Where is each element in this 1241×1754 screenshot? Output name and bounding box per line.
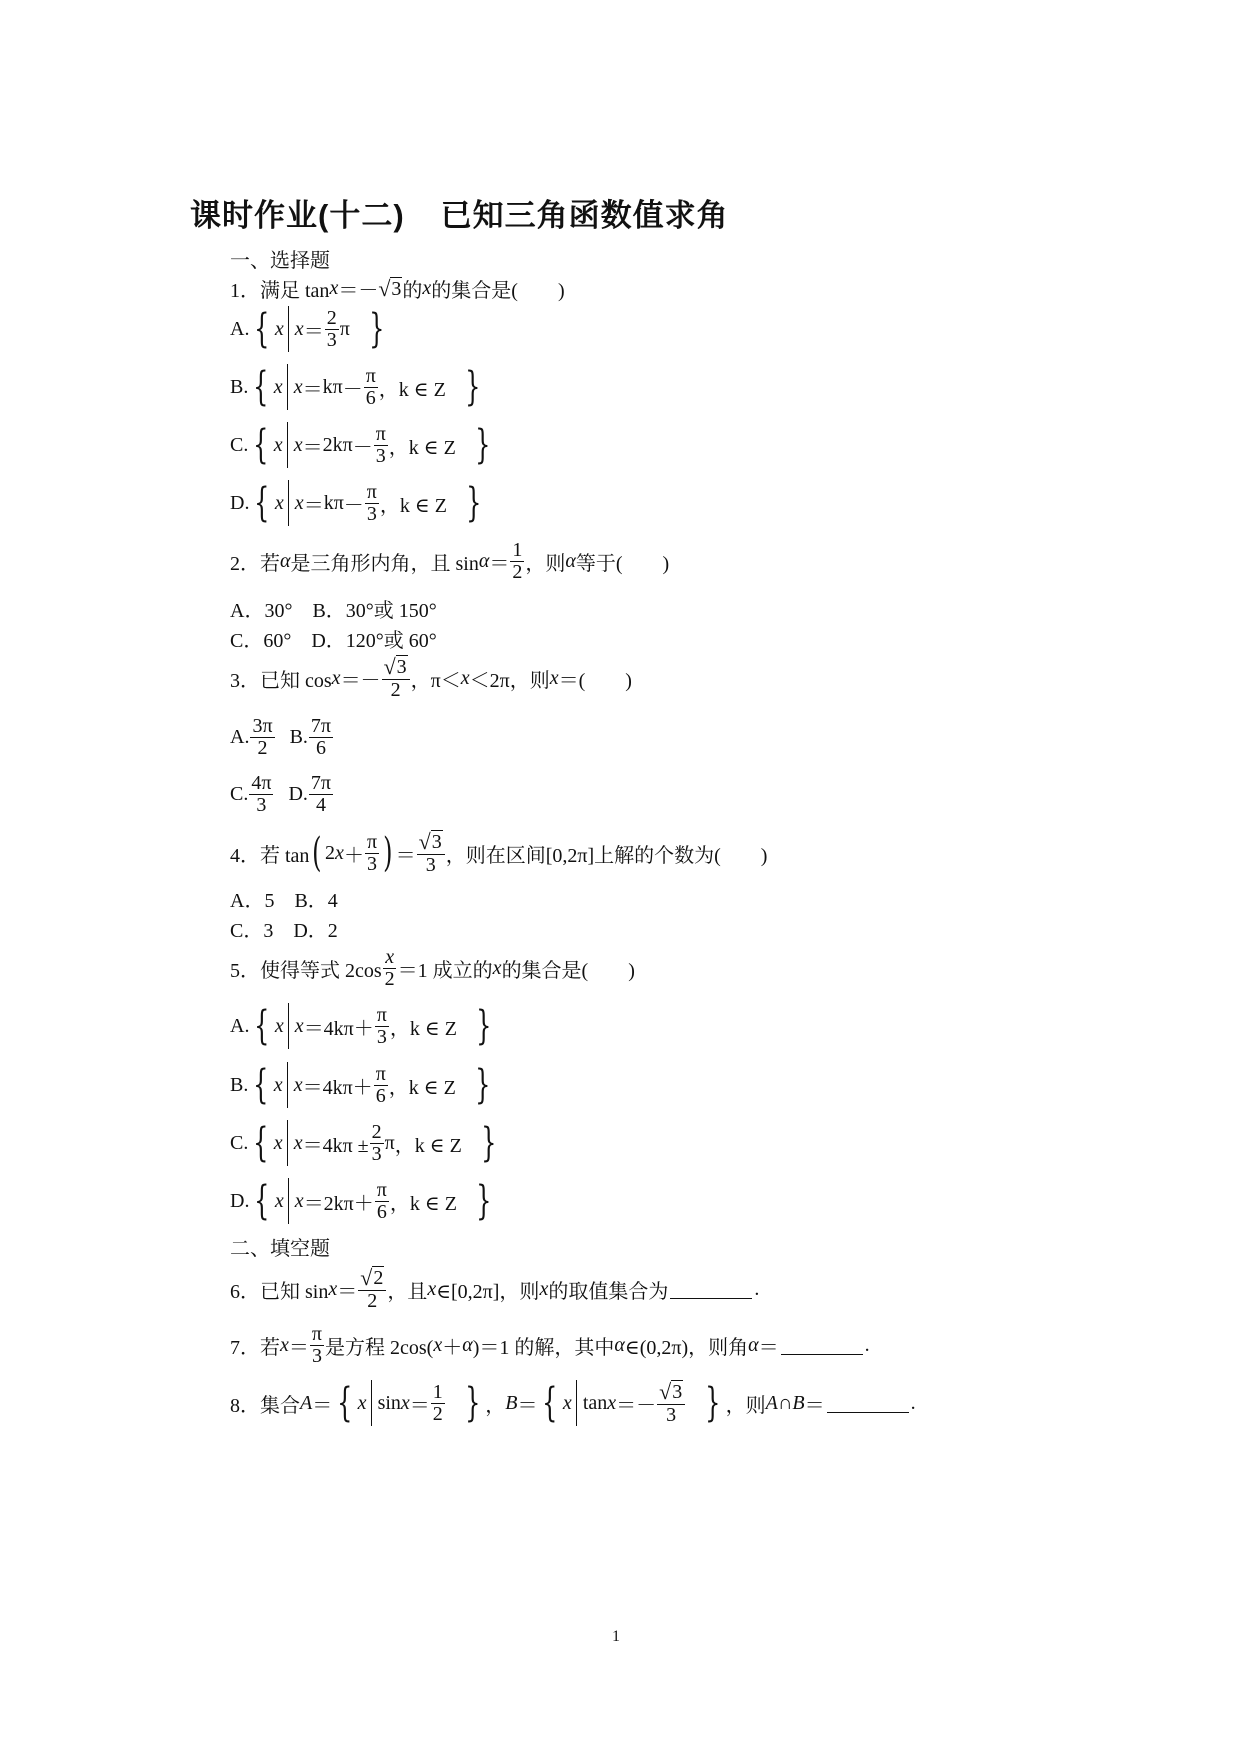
frac-num: π xyxy=(376,1178,387,1201)
set-b: B xyxy=(505,1391,518,1414)
var: x xyxy=(607,1391,617,1414)
frac-den: 2 xyxy=(257,737,268,759)
q3-text-c: ＜2π，则 xyxy=(469,669,550,692)
alpha: α xyxy=(565,550,576,572)
question-6-stem: 6．已知 sin x ＝ √ 2 2 ，且 x ∈[0,2π]，则 x 的取值集合为 . xyxy=(230,1265,760,1312)
frac-num: π xyxy=(311,1323,322,1345)
q2-text-d: 等于( ) xyxy=(575,553,670,575)
section-fill: 二、填空题 xyxy=(230,1238,330,1260)
frac-den: 2 xyxy=(432,1402,443,1425)
q3-text-b: ，π＜ xyxy=(410,669,461,692)
eq4kpm: ＝4kπ ± xyxy=(302,1134,369,1157)
q1-text-c: 的集合是( ) xyxy=(431,280,565,302)
alpha: α xyxy=(280,550,291,572)
frac-den: 6 xyxy=(315,737,326,759)
kz: ，k ∈ Z xyxy=(378,378,446,401)
option-label: D. xyxy=(230,1189,250,1212)
frac-num: 2 xyxy=(326,306,337,329)
alpha: α xyxy=(748,1334,759,1356)
frac-den: 3 xyxy=(256,794,267,816)
set-var: x xyxy=(294,491,304,514)
option-label: D. xyxy=(288,783,308,805)
var: x xyxy=(549,666,559,689)
option-label: B. xyxy=(289,726,308,748)
q5-option-a[interactable]: A. { x x ＝4kπ＋ $\frac{\pi}{3}$ ，k ∈ Z } xyxy=(230,1003,492,1049)
question-1-stem xyxy=(230,274,565,303)
option-label: D. xyxy=(230,491,250,514)
frac-den: 6 xyxy=(376,1200,387,1223)
kpi: kπ xyxy=(323,491,344,514)
frac-num: 7π xyxy=(310,715,332,737)
frac-den: 2 xyxy=(384,968,395,990)
q1-eq: ＝－ xyxy=(338,280,379,302)
q5-option-b[interactable]: B. { x x ＝4kπ＋ $\frac{\pi}{6}$ ，k ∈ Z } xyxy=(230,1062,491,1108)
option-label: B. xyxy=(230,375,249,398)
q3-options-ab[interactable] xyxy=(230,716,334,759)
q1-var2: x xyxy=(422,277,432,299)
set-var: x xyxy=(293,433,303,456)
option-label: A. xyxy=(230,1014,250,1037)
eq: ＝ xyxy=(337,1280,358,1303)
plus: ＋ xyxy=(343,844,364,867)
alpha: α xyxy=(614,1334,625,1356)
set-var: x xyxy=(294,317,304,340)
period: . xyxy=(910,1391,916,1414)
frac-den: 3 xyxy=(371,1142,382,1165)
period: . xyxy=(864,1334,870,1356)
var: x xyxy=(400,1391,410,1414)
set-var: x xyxy=(357,1391,367,1414)
q1-option-b[interactable]: B. { x x ＝ kπ － $\frac{\pi}{6}$ ，k ∈ Z } xyxy=(230,364,481,410)
eq: ＝ xyxy=(312,1394,333,1417)
q2-text-a: 2．若 xyxy=(230,553,280,575)
q4-inner: 2 xyxy=(325,841,336,864)
var: x xyxy=(328,1277,338,1300)
q7-text-c: ＋ xyxy=(442,1337,463,1359)
set-var: x xyxy=(294,1189,304,1212)
set-a: A xyxy=(765,1391,778,1414)
eq: ＝ xyxy=(489,553,510,575)
section-choice: 一、选择题 xyxy=(230,250,330,272)
frac-den: 3 xyxy=(375,444,386,467)
sqrt-val: 2 xyxy=(373,1267,384,1289)
answer-blank-8[interactable] xyxy=(827,1394,909,1413)
cap: ∩ xyxy=(777,1391,793,1414)
set-var: x xyxy=(273,1131,283,1154)
frac-num: 2 xyxy=(371,1120,382,1143)
q5-option-d[interactable]: D. { x x ＝2kπ＋ $\frac{\pi}{6}$ ，k ∈ Z } xyxy=(230,1178,492,1224)
neg: ＝－ xyxy=(616,1394,657,1417)
set-var: x xyxy=(273,1073,283,1096)
question-5-stem xyxy=(230,947,635,990)
var: x xyxy=(331,666,341,689)
frac-den: 3 xyxy=(376,1025,387,1048)
sqrt-val: 3 xyxy=(672,1381,683,1403)
frac-num: π xyxy=(366,480,377,503)
alpha: α xyxy=(462,1334,473,1356)
tan: tan xyxy=(582,1391,608,1414)
frac-den: 3 xyxy=(666,1404,677,1426)
var: x xyxy=(427,1277,437,1300)
frac-num: 7π xyxy=(310,772,332,794)
var: x xyxy=(335,841,344,864)
var: x xyxy=(492,957,502,979)
period: . xyxy=(754,1277,760,1300)
pi: π xyxy=(339,317,350,340)
q6-text-b: ，且 xyxy=(387,1280,428,1303)
q8-text-a: 8．集合 xyxy=(230,1394,300,1417)
q1-var: x xyxy=(329,277,339,299)
q3-text-a: 3．已知 cos xyxy=(230,669,332,692)
answer-blank-6[interactable] xyxy=(670,1280,752,1299)
q6-text-a: 6．已知 sin xyxy=(230,1280,329,1303)
answer-blank-7[interactable] xyxy=(781,1336,863,1355)
q3-options-cd[interactable] xyxy=(230,773,334,816)
frac-num: π xyxy=(366,830,378,853)
kz: ，k ∈ Z xyxy=(389,1017,457,1040)
q7-text-f: ＝ xyxy=(758,1337,779,1359)
frac-den: 3 xyxy=(366,852,377,875)
page-title xyxy=(190,190,729,235)
q7-text-b: 是方程 2cos( xyxy=(325,1337,434,1359)
set-var: x xyxy=(273,433,283,456)
q1-text-b: 的 xyxy=(402,280,423,302)
q5-text-a: 5．使得等式 2cos xyxy=(230,960,382,982)
frac-num: π xyxy=(376,1003,387,1026)
set-var: x xyxy=(293,1131,303,1154)
q5-text-c: 的集合是( ) xyxy=(501,960,635,982)
question-4-stem: 4．若 tan ( 2 x ＋ $\frac{\pi}{3}$ ) ＝ √ 3 3 ，则在区间[0,2π]上解的个数为( ) xyxy=(230,829,768,876)
eq2k: ＝2kπ＋ xyxy=(303,1192,374,1215)
kz: ，k ∈ Z xyxy=(388,1076,456,1099)
set-var: x xyxy=(274,1014,284,1037)
title-main: 课时作业(十二) xyxy=(190,198,405,233)
frac-num: 4π xyxy=(251,772,272,794)
kz: ，k ∈ Z xyxy=(379,494,447,517)
set-var: x xyxy=(273,375,283,398)
eq: ＝ xyxy=(517,1394,538,1417)
option-label: C. xyxy=(230,433,249,456)
q1-option-c[interactable]: C. { x x ＝ 2kπ － $\frac{\pi}{3}$ ，k ∈ Z } xyxy=(230,422,491,468)
option-label: A. xyxy=(230,317,250,340)
eq4k: ＝4kπ＋ xyxy=(302,1076,373,1099)
question-3-stem: 3．已知 cos x ＝－ √ 3 2 ，π＜ x ＜2π，则 x ＝( ) xyxy=(230,654,632,701)
frac-num: π xyxy=(375,422,386,445)
kz: ，k ∈ Z xyxy=(394,1134,462,1157)
eq: ＝ xyxy=(395,844,416,867)
set-var: x xyxy=(274,1189,284,1212)
kz: ，k ∈ Z xyxy=(389,1192,457,1215)
sqrt-val: 3 xyxy=(431,831,442,853)
q4-text-b: ，则在区间[0,2π]上解的个数为( ) xyxy=(445,844,768,867)
frac-num: π xyxy=(365,364,376,387)
frac-den: 3 xyxy=(311,1345,322,1367)
q2-options-cd[interactable]: C．60° D．120°或 60° xyxy=(230,630,437,652)
frac-num: 3π xyxy=(252,715,273,737)
frac-den: 2 xyxy=(512,561,523,583)
frac-den: 4 xyxy=(315,794,326,816)
frac-den: 3 xyxy=(425,854,436,876)
q1-option-d[interactable]: D. { x x ＝ kπ － $\frac{\pi}{3}$ ，k ∈ Z } xyxy=(230,480,482,526)
set-var: x xyxy=(294,1014,304,1037)
sqrt-val: 3 xyxy=(396,656,407,678)
set-var: x xyxy=(293,1073,303,1096)
page-number: 1 xyxy=(612,1628,620,1645)
frac-num: 1 xyxy=(432,1380,443,1403)
frac-den: 2 xyxy=(390,679,401,701)
alpha: α xyxy=(478,550,490,572)
frac-num: π xyxy=(375,1062,386,1085)
frac-den: 6 xyxy=(365,386,376,409)
var: x xyxy=(433,1334,443,1356)
pi: π xyxy=(384,1131,395,1154)
q3-text-d: ＝( ) xyxy=(558,669,632,692)
eq4k: ＝4kπ＋ xyxy=(303,1017,374,1040)
kz: ，k ∈ Z xyxy=(388,436,456,459)
frac-den: 6 xyxy=(375,1084,386,1107)
q1-text-a: 1．满足 tan xyxy=(230,280,330,302)
comma: ， xyxy=(485,1394,506,1417)
option-label: C. xyxy=(230,783,249,805)
q4-text-a: 4．若 tan xyxy=(230,844,310,867)
q1-option-a[interactable]: A. { x x ＝ $\frac{2}{3}$ π } xyxy=(230,306,385,352)
twokpi: 2kπ xyxy=(322,433,353,456)
title-sub: 已知三角函数值求角 xyxy=(440,198,729,233)
q7-text-d: )＝1 的解，其中 xyxy=(472,1337,615,1359)
set-var: x xyxy=(562,1391,572,1414)
eq: ＝－ xyxy=(340,669,381,692)
q6-text-d: 的取值集合为 xyxy=(548,1280,669,1303)
q8-text-b: ，则 xyxy=(725,1394,766,1417)
var: x xyxy=(385,946,395,968)
option-label: B. xyxy=(230,1073,249,1096)
q4-options-cd[interactable]: C．3 D．2 xyxy=(230,920,338,942)
kpi: kπ xyxy=(322,375,343,398)
set-var: x xyxy=(274,491,284,514)
frac-den: 3 xyxy=(366,502,377,525)
option-label: A. xyxy=(230,726,250,748)
frac-den: 3 xyxy=(326,328,337,351)
option-label: C. xyxy=(230,1131,249,1154)
var: x xyxy=(460,666,470,689)
question-8-stem: 8．集合 A ＝ { x sin x ＝ $\frac{1}{2}$ } ， B ＝ { x tan x ＝－ √ 3 3 } ，则 A ∩ B ＝ . xyxy=(230,1379,916,1426)
set-var: x xyxy=(293,375,303,398)
question-2-stem xyxy=(230,540,669,583)
q5-option-c[interactable]: C. { x x ＝4kπ ± $\frac{2}{3}$ π ，k ∈ Z } xyxy=(230,1120,497,1166)
q5-text-b: ＝1 成立的 xyxy=(397,960,493,982)
set-var: x xyxy=(274,317,284,340)
q7-text-e: ∈(0,2π)，则角 xyxy=(624,1337,749,1359)
q1-sqrt: √ 3 xyxy=(378,276,402,301)
frac-num: 1 xyxy=(512,539,523,561)
q1-sqrt-val: 3 xyxy=(391,278,402,300)
q2-text-c: ，则 xyxy=(525,553,566,575)
question-7-stem: 7．若 x ＝ $\frac{\pi}{3}$ 是方程 2cos( x ＋ α )＝1 的解，其中 α ∈(0,2π)，则角 α ＝ . xyxy=(230,1323,870,1367)
var: x xyxy=(280,1334,289,1356)
q2-text-b: 是三角形内角，且 sin xyxy=(290,553,479,575)
frac-den: 2 xyxy=(367,1290,378,1312)
q2-options-ab[interactable]: A．30° B．30°或 150° xyxy=(230,600,437,622)
q4-options-ab[interactable]: A．5 B．4 xyxy=(230,890,338,912)
q6-text-c: ∈[0,2π]，则 xyxy=(436,1280,540,1303)
sin: sin xyxy=(377,1391,401,1414)
var: x xyxy=(539,1277,549,1300)
set-a: A xyxy=(300,1391,313,1414)
q7-text-a: 7．若 xyxy=(230,1337,280,1359)
set-b: B xyxy=(792,1391,805,1414)
